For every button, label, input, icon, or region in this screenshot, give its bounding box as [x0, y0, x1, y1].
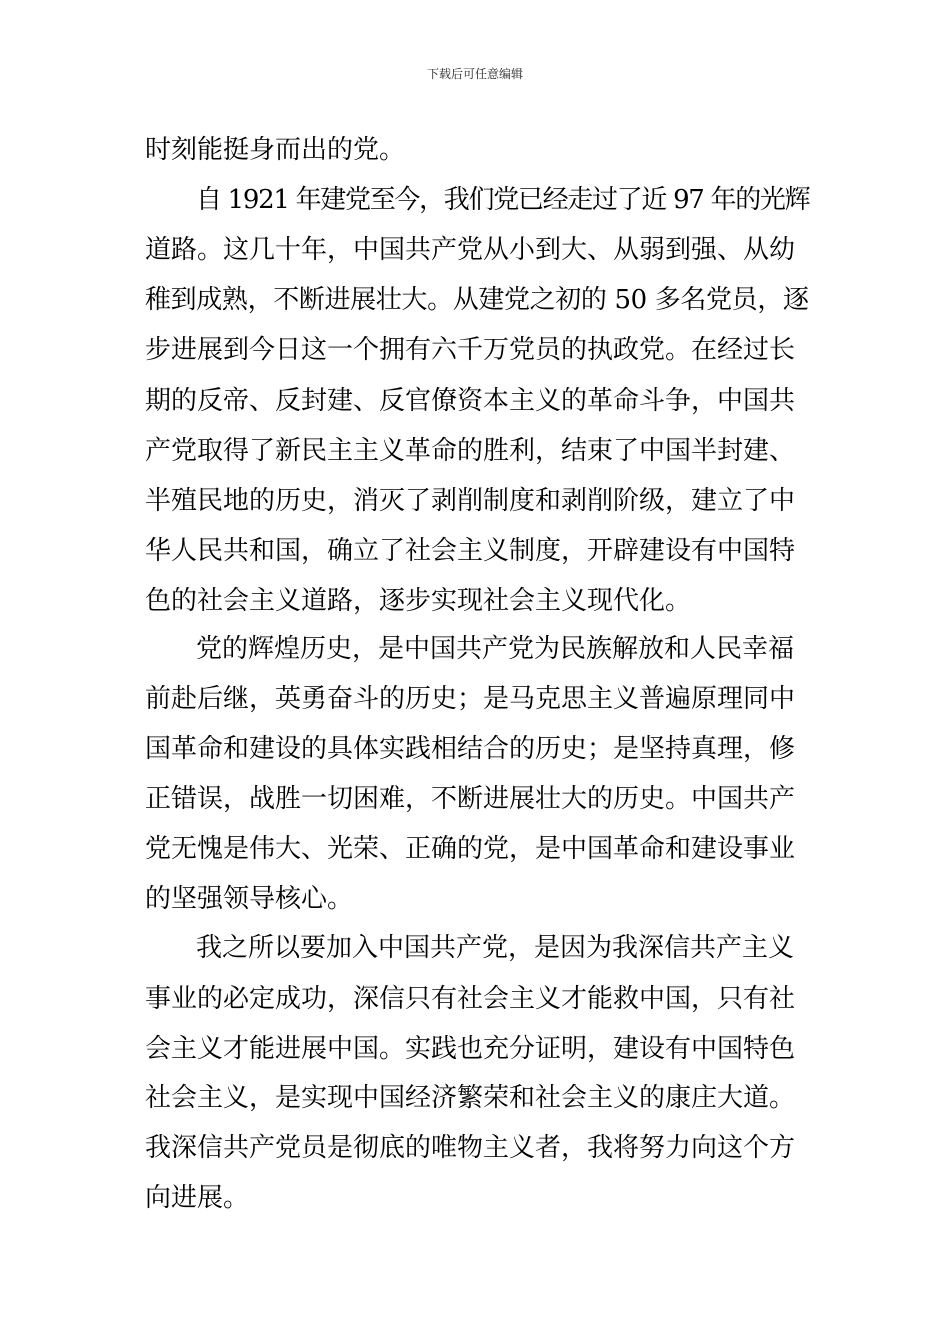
text-line: 时刻能挺身而出的党。: [145, 135, 406, 165]
text-line: 步进展到今日这一个拥有六千万党员的执政党。在经过长: [145, 335, 796, 365]
text-line: 正错误，战胜一切困难，不断进展壮大的历史。中国共产: [145, 784, 796, 814]
text-line: 党无愧是伟大、光荣、正确的党，是中国革命和建设事业: [145, 834, 796, 864]
text-line: 前赴后继，英勇奋斗的历史；是马克思主义普遍原理同中: [145, 684, 796, 714]
text-line: 事业的必定成功，深信只有社会主义才能救中国，只有社: [145, 984, 796, 1014]
text-line: 半殖民地的历史，消灭了剥削制度和剥削阶级，建立了中: [145, 486, 796, 516]
paragraph-first-line: 自 1921 年建党至今，我们党已经走过了近 97 年的光辉: [196, 185, 810, 215]
text-line: 道路。这几十年，中国共产党从小到大、从弱到强、从幼: [145, 235, 796, 265]
text-line: 国革命和建设的具体实践相结合的历史；是坚持真理，修: [145, 734, 796, 764]
paragraph-first-line: 我之所以要加入中国共产党，是因为我深信共产主义: [196, 933, 795, 963]
text-line: 的坚强领导核心。: [145, 884, 354, 914]
text-line: 社会主义，是实现中国经济繁荣和社会主义的康庄大道。: [145, 1083, 796, 1113]
text-line: 产党取得了新民主主义革命的胜利，结束了中国半封建、: [145, 436, 796, 466]
text-line: 色的社会主义道路，逐步实现社会主义现代化。: [145, 586, 692, 616]
text-line: 我深信共产党员是彻底的唯物主义者，我将努力向这个方: [145, 1133, 796, 1163]
text-line: 会主义才能进展中国。实践也充分证明，建设有中国特色: [145, 1034, 796, 1064]
paragraph-first-line: 党的辉煌历史，是中国共产党为民族解放和人民幸福: [196, 634, 795, 664]
text-line: 向进展。: [145, 1183, 250, 1213]
page-header: 下载后可任意编辑: [426, 67, 523, 81]
text-line: 华人民共和国，确立了社会主义制度，开辟建设有中国特: [145, 536, 796, 566]
text-line: 稚到成熟，不断进展壮大。从建党之初的 50 多名党员，逐: [145, 285, 809, 315]
text-line: 期的反帝、反封建、反官僚资本主义的革命斗争，中国共: [145, 386, 796, 416]
